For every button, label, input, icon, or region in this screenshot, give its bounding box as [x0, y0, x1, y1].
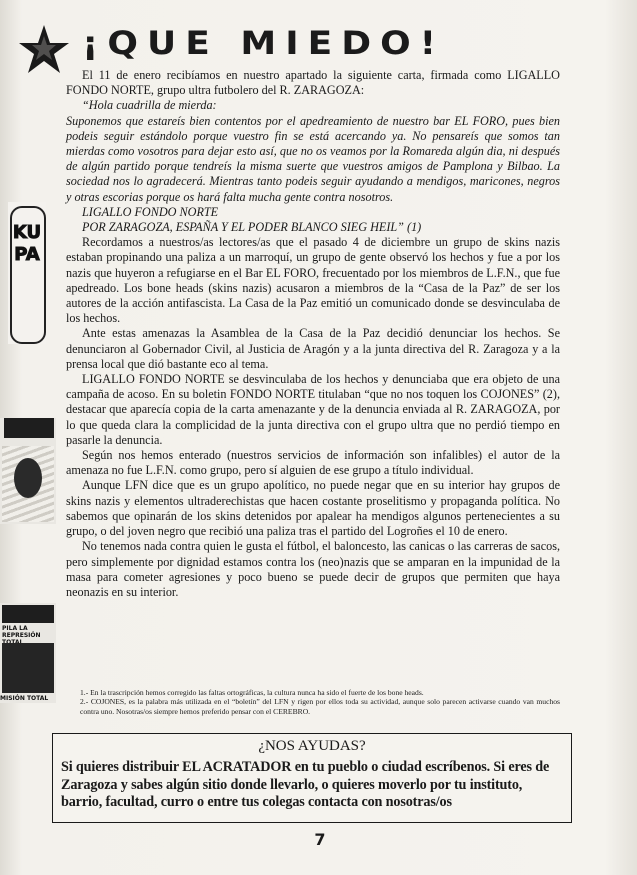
- letter-greeting: “Hola cuadrilla de mierda:: [82, 98, 217, 113]
- comic-thumbnail-image: [0, 418, 56, 524]
- thumbnail-caption-bottom: MISIÓN TOTAL: [0, 695, 49, 702]
- letter-slogan: POR ZARAGOZA, ESPAÑA Y EL PODER BLANCO SIEG HEIL” (1): [82, 220, 422, 235]
- article-paragraph: Según nos hemos enterado (nuestros servicios de información son infalibles) el autor de la amenaza no fue L.F.N. como grupo, pero sí alguien de ese grupo a título individual.: [66, 448, 560, 478]
- article-paragraph: Aunque LFN dice que es un grupo apolítico, no puede negar que en su interior hay grupos de skins nazis y elementos ultraderechistas que hacen costante proselitismo y propaganda política. No sabemos que opinarán de los skins detenidos por apalear ha mendigos algunos pertenecientes a su grupo, o del joven negro que recibió una paliza tras el partido del Logroñes el 10 de enero.: [66, 478, 560, 539]
- thumbnail-photo: [2, 643, 54, 693]
- footnote-2: 2.- COJONES, es la palabra más utilizada en el “boletín” del LFN y rigen por ellos toda su actividad, aunque solo parecen activarse cuando van muchos contra uno. Nosotras/os siempre hemos preferido pensar con el CEREBRO.: [80, 697, 560, 716]
- footnotes: [80, 688, 560, 716]
- star-icon: [18, 24, 70, 76]
- kupa-logo-image: [8, 202, 46, 344]
- help-callout-box: [52, 733, 572, 823]
- kupa-logo-text: KUPA: [12, 222, 42, 265]
- letter-body: Suponemos que estareís bien contentos por el apedreamiento de nuestro bar EL FORO, pues bien podeis seguir estándolo porque vuestro fin se está acercando ya. No pensareís que somos tan mierdas como vosotros para dejar esto así, que no os veamos por la Romareda algún dia, ni después de algún partido porque tendreís la misma suerte que vuestros amigos de Pamplona y Bilbao. La sociedad nos lo agradecerá. Mientras tanto podeis seguir ayudando a mendigos, maricones, negros y otras escorias porque os hará falta mucha gente contra nosotros.: [66, 113, 560, 204]
- thumbnail-header-band: [2, 605, 54, 623]
- thumbnail-figure: [14, 458, 42, 498]
- callout-text: Si quieres distribuir EL ACRATADOR en tu pueblo o ciudad escríbenos. Si eres de Zaragoza y sabes algún sitio donde llevarlo, o quieres moverlo por tu instituto, barrio, facultad, curro o entre tus colegas contacta con nosotras/os: [61, 759, 550, 811]
- article-paragraph: No tenemos nada contra quien le gusta el fútbol, el baloncesto, las canicas o las carreras de sacos, pero simplemente por dignidad estamos contra los (neo)nazis que se amparan en la impunidad de la masa para cometer agresiones y poco bueno se puede decir de grupos que permiten que haya neonazis en su interior.: [66, 539, 560, 599]
- article-lead: El 11 de enero recibíamos en nuestro apartado la siguiente carta, firmada como LIGALLO FONDO NORTE, grupo ultra futbolero del R. ZARAGOZA:: [66, 68, 560, 98]
- callout-title: ¿NOS AYUDAS?: [258, 738, 366, 754]
- page-title: ¡QUE MIEDO!: [82, 25, 446, 63]
- page-number: 7: [314, 830, 326, 849]
- article-paragraph: Ante estas amenazas la Asamblea de la Casa de la Paz decidió denunciar los hechos. Se denunciaron al Gobernador Civil, al Justicia de Aragón y a la junta directiva del R. Zaragoza y a la prensa local que dió bastante eco al tema.: [66, 326, 560, 371]
- article-paragraph: Recordamos a nuestros/as lectores/as que el pasado 4 de diciembre un grupo de skins nazis estaban propinando una paliza a un marroquí, un grupo de gente observó los hechos y fue a por los nazis que huyeron a refugiarse en el Bar EL FORO, frecuentado por los miembros de L.F.N., que fue apedreado. Los bone heads (skins nazis) acusaron a miembros de la “Casa de la Paz” de ser los autores de la acción antifascista. La Casa de la Paz emitió un comunicado donde se desvinculaba de los hechos.: [66, 235, 560, 326]
- article-paragraph: LIGALLO FONDO NORTE se desvinculaba de los hechos y denunciaba que era objeto de una campaña de acoso. En su boletin FONDO NORTE titulaban “que no nos toquen los COJONES” (2), destacar que aparecía copia de la carta amenazante y de la denuncia enviada al R. ZARAGOZA, por lo que queda clara la complicidad de la junta directiva con el grupo ultra que no perdió tiempo en pasarle la denuncia.: [66, 372, 560, 447]
- footnote-1: 1.- En la trascripción hemos corregido las faltas ortográficas, la cultura nunca ha sido el fuerte de los bone heads.: [80, 688, 424, 697]
- thumbnail-caption-top: PILA LA REPRESIÓN: [2, 625, 41, 639]
- album-cover-thumbnail-image: [0, 603, 56, 703]
- letter-signature: LIGALLO FONDO NORTE: [82, 204, 219, 219]
- thumbnail-header-band: [4, 418, 54, 438]
- article-body: [66, 68, 560, 600]
